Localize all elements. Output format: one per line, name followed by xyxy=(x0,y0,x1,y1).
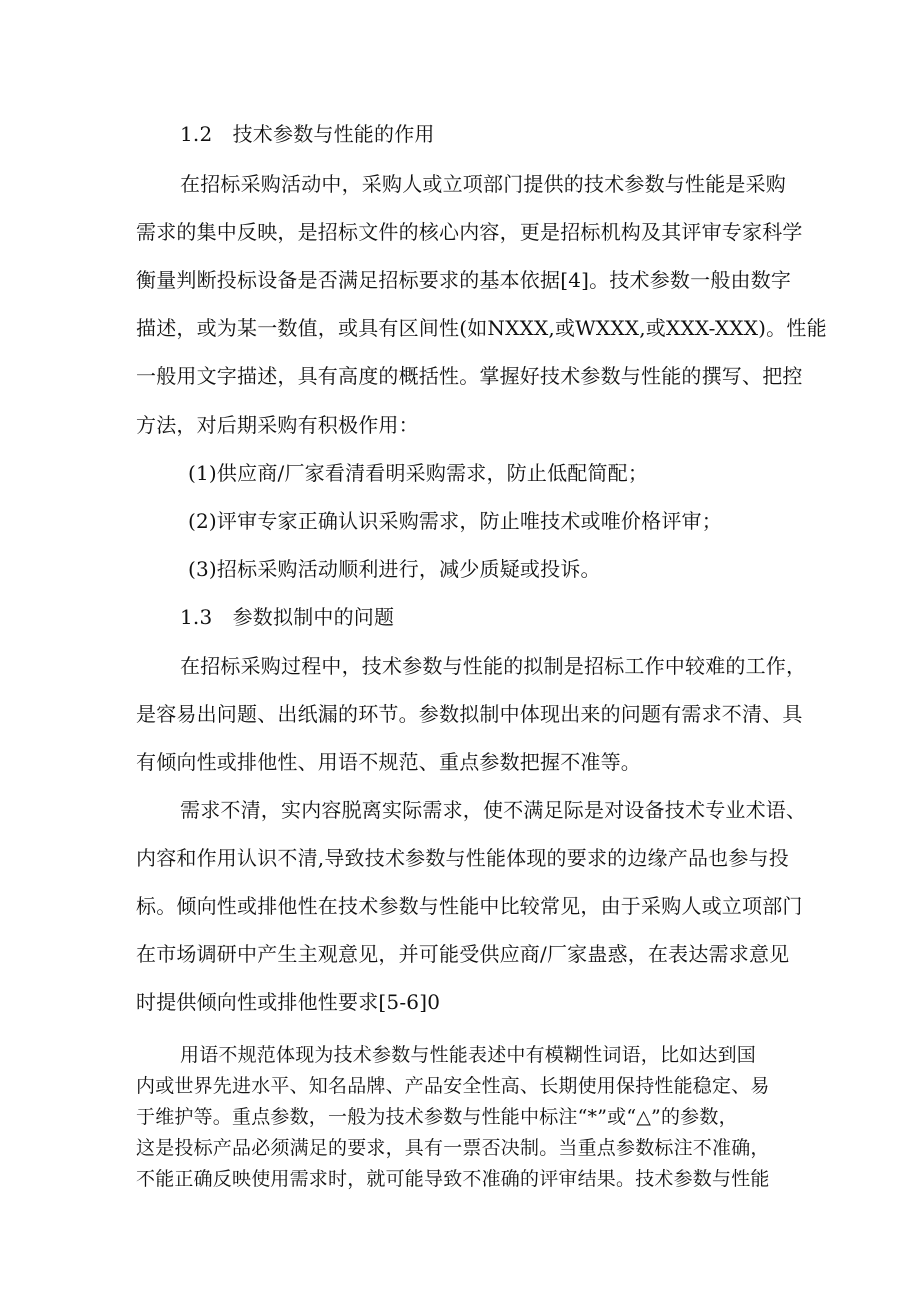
paragraph-line: 需求不清，实内容脱离实际需求，使不满足际是对设备技术专业术语、 xyxy=(180,798,807,822)
list-item: (2)评审专家正确认识采购需求，防止唯技术或唯价格评审； xyxy=(188,509,722,533)
paragraph-line: 标。倾向性或排他性在技术参数与性能中比较常见，由于采购人或立项部门 xyxy=(136,894,803,918)
list-item: (3)招标采购活动顺利进行，减少质疑或投诉。 xyxy=(188,557,601,581)
paragraph-line: 内或世界先进水平、知名品牌、产品安全性高、长期使用保持性能稳定、易 xyxy=(136,1075,770,1097)
paragraph-line: 需求的集中反映，是招标文件的核心内容，更是招标机构及其评审专家科学 xyxy=(136,220,803,244)
list-item: (1)供应商/厂家看清看明采购需求，防止低配简配； xyxy=(188,461,649,485)
section-heading-1-3: 1.3 参数拟制中的问题 xyxy=(180,605,395,629)
paragraph-line: 一般用文字描述，具有高度的概括性。掌握好技术参数与性能的撰写、把控 xyxy=(136,364,803,388)
paragraph-line: 是容易出问题、出纸漏的环节。参数拟制中体现出来的问题有需求不清、具 xyxy=(136,702,803,726)
paragraph-line: 时提供倾向性或排他性要求[5-6]0 xyxy=(136,990,441,1014)
paragraph-line: 于维护等。重点参数，一般为技术参数与性能中标注“*”或“△”的参数， xyxy=(136,1106,738,1128)
paragraph-line: 描述，或为某一数值，或具有区间性(如NXXX,或WXXX,或XXX-XXX)。性能 xyxy=(136,316,827,340)
paragraph-line: 内容和作用认识不清,导致技术参数与性能体现的要求的边缘产品也参与投 xyxy=(136,846,789,870)
paragraph-line: 在招标采购过程中，技术参数与性能的拟制是招标工作中较难的工作， xyxy=(180,654,807,678)
paragraph-line: 在市场调研中产生主观意见，并可能受供应商/厂家蛊惑，在表达需求意见 xyxy=(136,942,790,966)
section-heading-1-2: 1.2 技术参数与性能的作用 xyxy=(180,122,435,146)
paragraph-line: 这是投标产品必须满足的要求，具有一票否决制。当重点参数标注不准确， xyxy=(136,1137,770,1159)
paragraph-line: 用语不规范体现为技术参数与性能表述中有模糊性词语，比如达到国 xyxy=(180,1044,757,1066)
paragraph-line: 衡量判断投标设备是否满足招标要求的基本依据[4]。技术参数一般由数字 xyxy=(136,268,792,292)
paragraph-line: 有倾向性或排他性、用语不规范、重点参数把握不准等。 xyxy=(136,750,641,774)
paragraph-line: 不能正确反映使用需求时，就可能导致不准确的评审结果。技术参数与性能 xyxy=(136,1168,770,1190)
paragraph-line: 在招标采购活动中，采购人或立项部门提供的技术参数与性能是采购 xyxy=(180,172,786,196)
paragraph-line: 方法，对后期采购有积极作用： xyxy=(136,413,419,437)
